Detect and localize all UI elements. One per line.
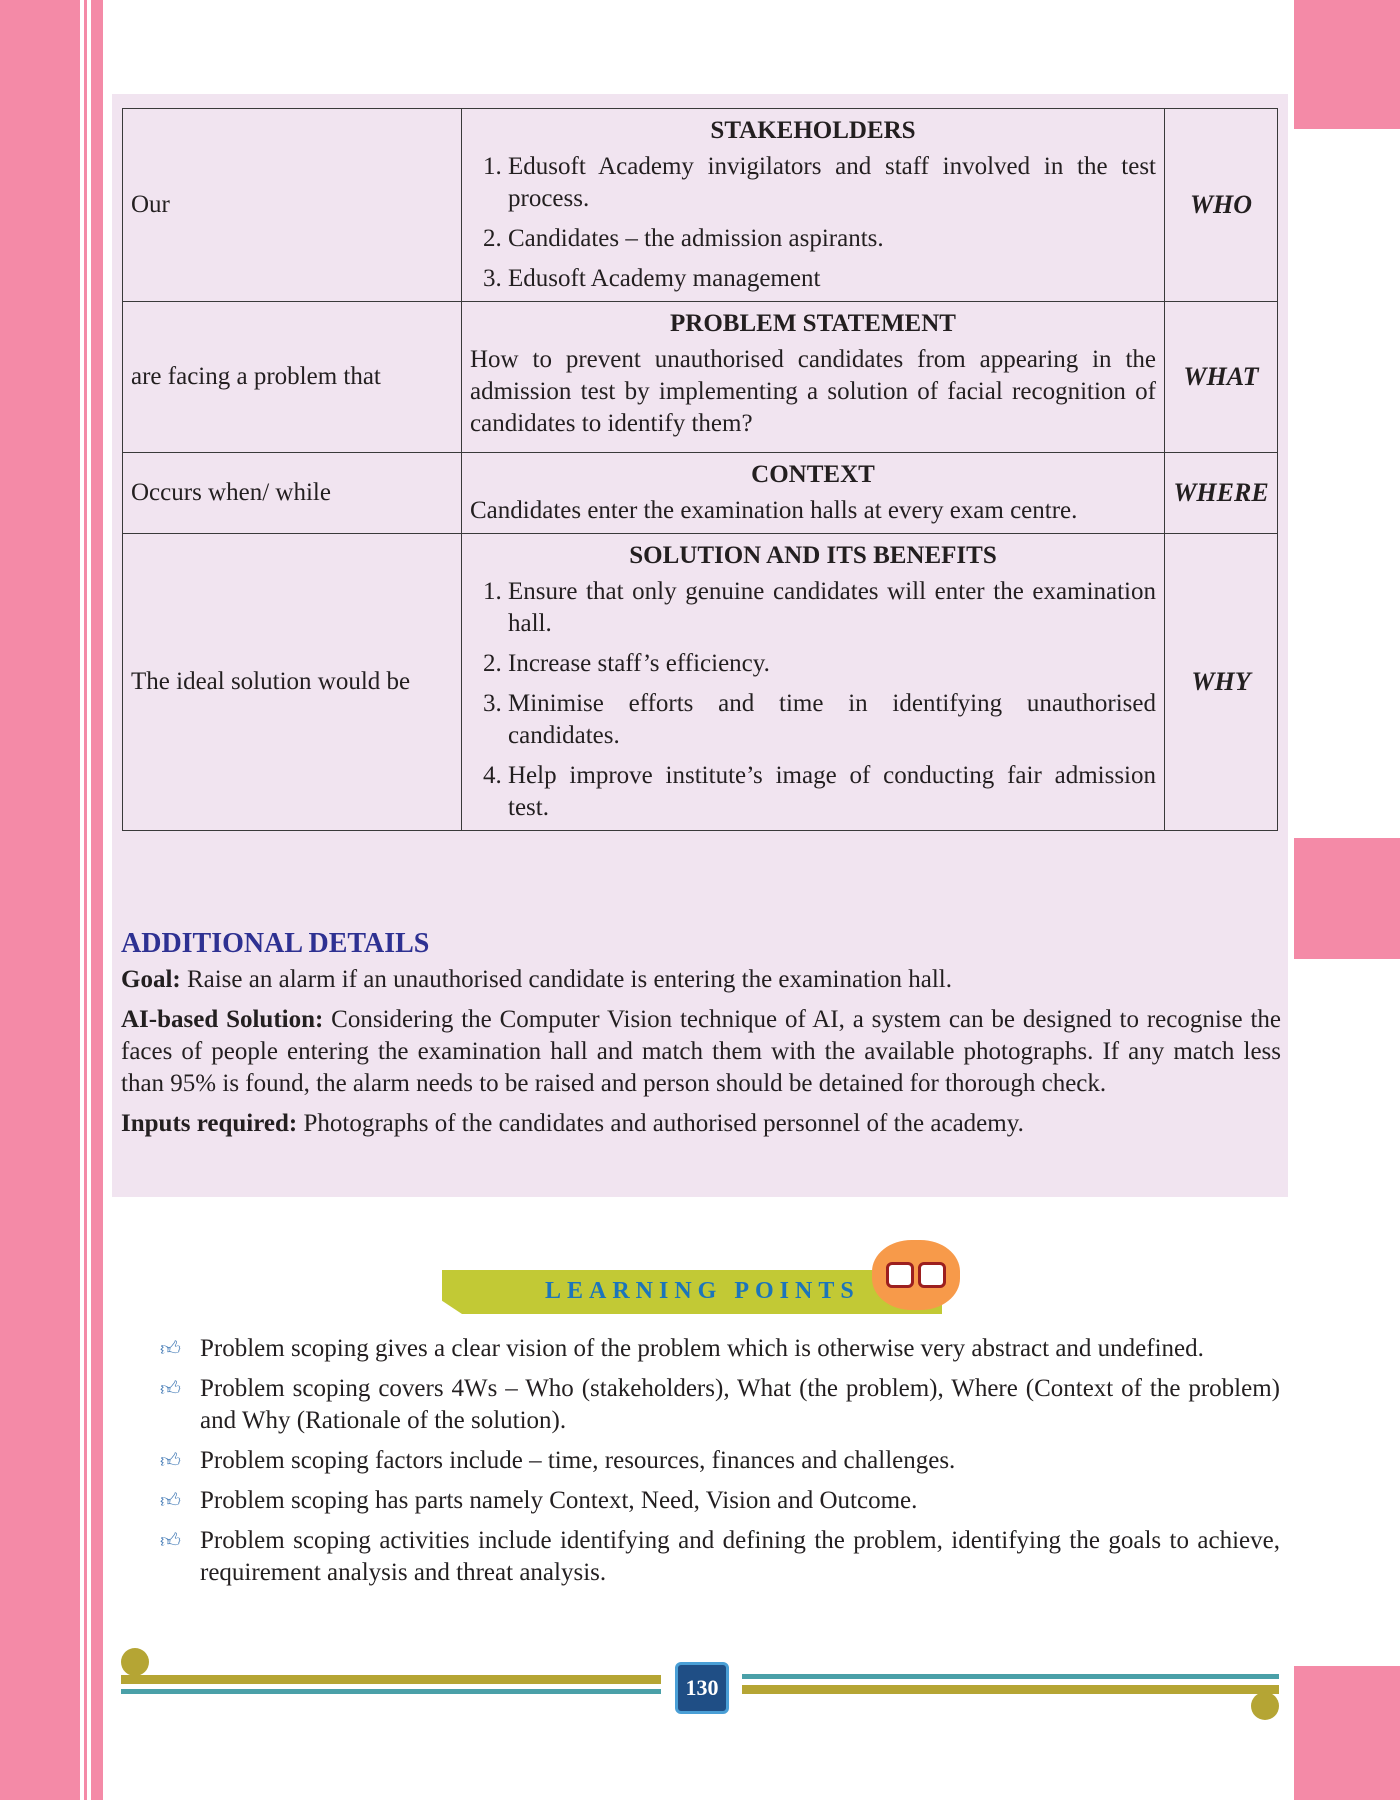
right-tab-decoration	[1294, 1666, 1400, 1800]
margin-stripe	[80, 0, 84, 1800]
point-text: Problem scoping gives a clear vision of the problem which is otherwise very abstract and undefined.	[200, 1335, 1204, 1362]
goal-text: Raise an alarm if an unauthorised candidate is entering the examination hall.	[180, 966, 952, 993]
section-heading: SOLUTION AND ITS BENEFITS	[629, 542, 997, 569]
inputs-text: Photographs of the candidates and authorised personnel of the academy.	[297, 1110, 1024, 1137]
margin-stripe	[87, 0, 91, 1800]
list-item: 3. Edusoft Academy management	[508, 263, 1156, 295]
row-tag: WHY	[1165, 534, 1278, 831]
problem-statement-template-table	[122, 108, 1278, 831]
solution-paragraph	[121, 1004, 1281, 1100]
thumbs-up-icon: 👍︎	[160, 1530, 181, 1552]
list-item: 1. Ensure that only genuine candidates will enter the examination hall.	[508, 576, 1156, 640]
row-tag: WHO	[1165, 109, 1278, 302]
list-item	[160, 1525, 1280, 1589]
row-content	[462, 453, 1165, 534]
table-row	[123, 302, 1278, 453]
problem-text: How to prevent unauthorised candidates from appearing in the admission test by implementing a solution of facial recognition of candidates to identify them?	[470, 346, 1156, 437]
inputs-label: Inputs required:	[121, 1110, 298, 1137]
footer-dot	[1251, 1692, 1279, 1720]
section-heading: CONTEXT	[751, 461, 875, 488]
row-content	[462, 302, 1165, 453]
point-text: Problem scoping factors include – time, resources, finances and challenges.	[200, 1447, 956, 1474]
row-label: The ideal solution would be	[123, 534, 462, 831]
table-row	[123, 453, 1278, 534]
footer-dot	[121, 1648, 149, 1676]
glasses-icon	[918, 1262, 946, 1288]
row-tag: WHERE	[1165, 453, 1278, 534]
page-number: 130	[675, 1662, 729, 1714]
learning-points-list	[160, 1333, 1280, 1597]
right-tab-robot	[1294, 838, 1400, 959]
learning-points-title: LEARNING POINTS	[545, 1278, 860, 1304]
list-item	[160, 1373, 1280, 1437]
list-item	[160, 1333, 1280, 1365]
list-item	[160, 1445, 1280, 1477]
list-item: 2. Candidates – the admission aspirants.	[508, 223, 1156, 255]
section-heading: STAKEHOLDERS	[710, 117, 916, 144]
point-text: Problem scoping activities include identifying and defining the problem, identifying the goals to achieve, requirement analysis and threat analysis.	[200, 1527, 1280, 1586]
list-item: 1. Edusoft Academy invigilators and staff involved in the test process.	[508, 151, 1156, 215]
section-heading: PROBLEM STATEMENT	[670, 310, 956, 337]
stakeholder-list	[470, 151, 1156, 295]
context-text: Candidates enter the examination halls at every exam centre.	[470, 497, 1078, 524]
goal-label: Goal:	[121, 966, 181, 993]
benefits-list	[470, 576, 1156, 824]
thumbs-up-icon: 👍︎	[160, 1378, 181, 1400]
solution-label: AI-based Solution:	[121, 1006, 324, 1033]
footer-line	[742, 1685, 1279, 1694]
point-text: Problem scoping covers 4Ws – Who (stakeholders), What (the problem), Where (Context of the problem) and Why (Rationale of the solution).	[200, 1375, 1280, 1434]
list-item: 4. Help improve institute’s image of conducting fair admission test.	[508, 760, 1156, 824]
row-content	[462, 109, 1165, 302]
glasses-icon	[886, 1262, 914, 1288]
solution-text: Considering the Computer Vision technique of AI, a system can be designed to recognise the faces of people entering the examination hall and match them with the available photographs. If any match less than 95% is found, the alarm needs to be raised and person should be detained for thorough check.	[121, 1006, 1281, 1097]
footer-line	[121, 1689, 661, 1694]
right-tab-decoration	[1294, 0, 1400, 129]
thumbs-up-icon: 👍︎	[160, 1338, 181, 1360]
section-title: ADDITIONAL DETAILS	[121, 928, 430, 959]
table-row	[123, 109, 1278, 302]
list-item: 3. Minimise efforts and time in identifying unauthorised candidates.	[508, 688, 1156, 752]
footer-line	[742, 1674, 1279, 1679]
row-label: are facing a problem that	[123, 302, 462, 453]
goal-paragraph	[121, 964, 1281, 996]
row-tag: WHAT	[1165, 302, 1278, 453]
footer-line	[121, 1675, 661, 1684]
inputs-paragraph	[121, 1108, 1281, 1140]
point-text: Problem scoping has parts namely Context, Need, Vision and Outcome.	[200, 1487, 918, 1514]
thumbs-up-icon: 👍︎	[160, 1490, 181, 1512]
thumbs-up-icon: 👍︎	[160, 1450, 181, 1472]
additional-details	[121, 928, 1281, 1148]
table-row	[123, 534, 1278, 831]
list-item	[160, 1485, 1280, 1517]
brain-mascot-icon	[872, 1240, 960, 1310]
list-item: 2. Increase staff’s efficiency.	[508, 648, 1156, 680]
row-label: Our	[123, 109, 462, 302]
row-label: Occurs when/ while	[123, 453, 462, 534]
row-content	[462, 534, 1165, 831]
